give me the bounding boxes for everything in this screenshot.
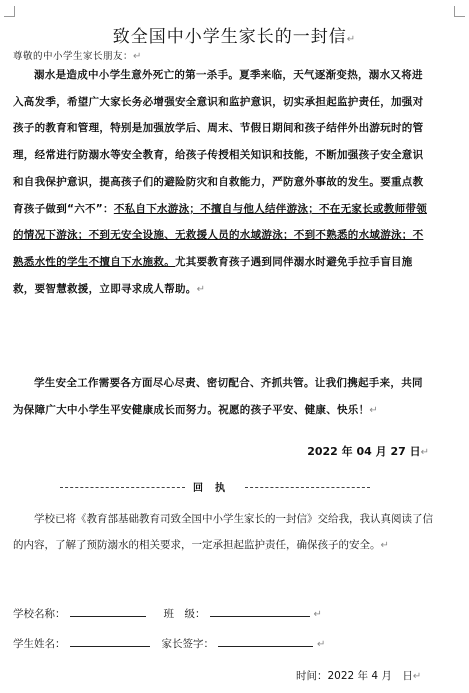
receipt-time: 时间：2022 年 4 月 日↵	[296, 670, 422, 682]
school-name-label: 学校名称：	[13, 608, 66, 620]
parent-signature-field[interactable]	[218, 634, 313, 647]
letter-paragraph-1: 溺水是造成中小学生意外死亡的第一杀手。夏季来临，天气逐渐变热，溺水又将进入高发季，希望广大家长务必增强安全意识和监护意识，切实承担起监护责任，加强对孩子的教育和管理，特别是加强放学后、周末、节假日期间和孩子结伴外出游玩时的管理，经常进行防溺水等安全教育，给孩子传授相关知识和技能，不断加强孩子安全意识和自我保护意识，提高孩子们的避险防灾和自救能力，严防意外事故的发生。要重点教育孩子做到“六不”：不私自下水游泳；不擅自与他人结伴游泳；不在无家长或教师带领的情况下游泳；不到无安全设施、无救援人员的水域游泳；不到不熟悉的水域游泳；不熟悉水性的学生不擅自下水施救。尤其要教育孩子遇到同伴溺水时避免手拉手盲目施救，要智慧救援，立即寻求成人帮助。↵	[13, 69, 428, 295]
paragraph-mark: ↵	[369, 404, 379, 416]
salutation: 尊敬的中小学生家长朋友：↵	[13, 51, 142, 62]
student-name-field[interactable]	[70, 634, 150, 647]
school-name-field[interactable]	[70, 604, 146, 617]
parent-signature-label: 家长签字：	[161, 638, 214, 650]
paragraph-mark: ↵	[346, 34, 357, 45]
paragraph-mark: ↵	[420, 447, 429, 458]
paragraph-mark: ↵	[412, 671, 422, 682]
paragraph-mark: ↵	[196, 283, 206, 295]
letter-title: 致全国中小学生家长的一封信↵	[112, 27, 357, 47]
paragraph-mark: ↵	[313, 609, 322, 620]
letter-paragraph-2: 学生安全工作需要各方面尽心尽责、密切配合、齐抓共管。让我们携起手来，共同为保障广大中小学生平安健康成长而努力。祝愿的孩子平安、健康、快乐！↵	[13, 377, 423, 416]
receipt-title: 回执	[193, 483, 237, 494]
paragraph-mark: ↵	[133, 51, 142, 62]
receipt-text: 学校已将《教育部基础教育司致全国中小学生家长的一封信》交给我，我认真阅读了信的内容，了解了预防溺水的相关要求，一定承担起监护责任，确保孩子的安全。↵	[13, 513, 433, 551]
form-row-school	[13, 604, 322, 621]
letter-date: 2022 年 04 月 27 日↵	[307, 445, 429, 458]
paragraph-mark: ↵	[317, 639, 326, 650]
receipt-separator	[60, 479, 370, 494]
dashed-divider	[245, 487, 370, 488]
dashed-divider	[60, 487, 185, 488]
paragraph-mark: ↵	[380, 540, 389, 551]
margin-corner-mark	[4, 6, 15, 17]
student-name-label: 学生姓名：	[13, 638, 66, 650]
class-label: 班 级：	[163, 608, 206, 620]
six-rules-text: 不私自下水游泳；不擅自与他人结伴游泳；不在无家长或教师带领的情况下游泳；不到无安全设施、无救援人员的水域游泳；不到不熟悉的水域游泳；不熟悉水性的学生不擅自下水施救。	[13, 202, 428, 268]
form-row-student	[13, 634, 325, 651]
margin-corner-mark	[454, 6, 465, 17]
class-field[interactable]	[210, 604, 310, 617]
